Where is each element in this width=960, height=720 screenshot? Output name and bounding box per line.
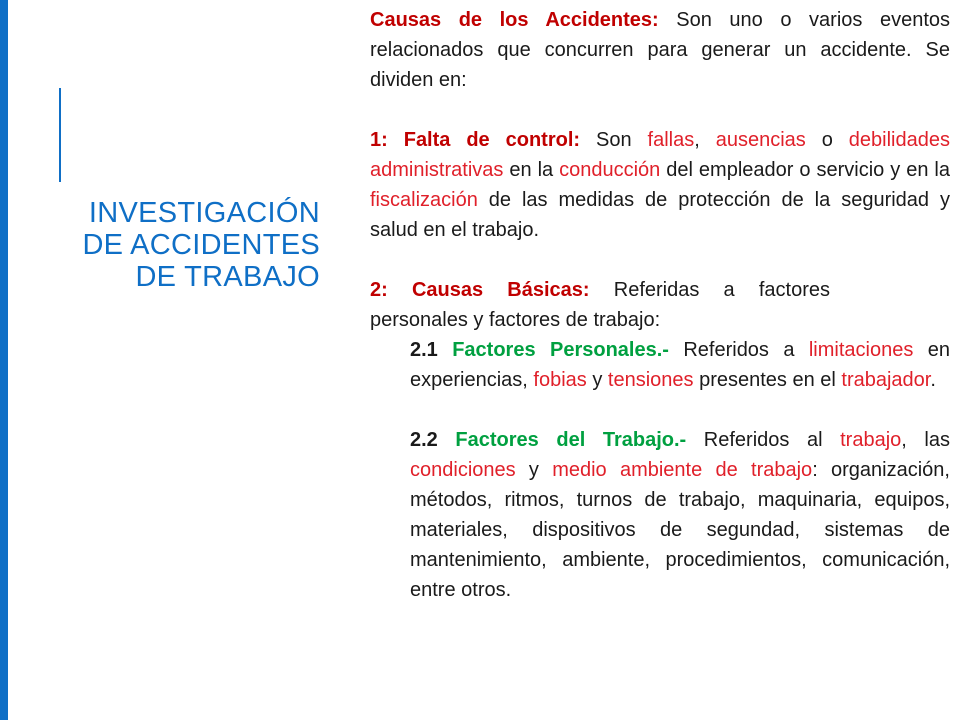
highlight-term: fobias (533, 369, 587, 391)
section-1-text: Son (580, 129, 648, 151)
section-2-heading: 2: Causas Básicas: (370, 279, 590, 301)
section-1-text: en la (503, 159, 560, 181)
highlight-term: trabajador (841, 369, 931, 391)
spacer (370, 95, 950, 125)
subsection-2-1-text: presentes en el (693, 369, 842, 391)
highlight-term: fallas (647, 129, 695, 151)
section-2-paragraph (370, 275, 830, 335)
highlight-term: medio ambiente de trabajo (552, 459, 813, 481)
highlight-term: fiscalización (370, 189, 478, 211)
title-line-2: DE ACCIDENTES (82, 229, 320, 261)
subsection-2-1-text: en experiencias, (410, 339, 950, 391)
subsection-2-2-number: 2.2 (410, 429, 438, 451)
subsection-2-1-text: y (586, 369, 608, 391)
slide-body (370, 5, 950, 605)
section-1-heading: 1: Falta de control: (370, 129, 581, 151)
section-1-text: de las medidas de protección de la seguridad y salud en el trabajo. (370, 189, 950, 241)
intro-text: Son uno o varios eventos relacionados que concurren para generar un accidente. Se dividen en: (370, 9, 950, 91)
intro-paragraph (370, 5, 950, 95)
section-1-paragraph (370, 125, 950, 245)
highlight-term: trabajo (840, 429, 902, 451)
highlight-term: debilidades administrativas (370, 129, 950, 181)
title-line-3: DE TRABAJO (135, 261, 320, 293)
title-accent-line (59, 88, 61, 182)
subsection-2-2-heading: Factores del Trabajo.- (455, 429, 687, 451)
highlight-term: condiciones (410, 459, 516, 481)
highlight-term: ausencias (715, 129, 806, 151)
subsection-2-2-text: y (515, 459, 553, 481)
section-1-text: o (805, 129, 849, 151)
section-2-text: Referidas a factores personales y factores de trabajo: (370, 279, 831, 331)
subsection-2-1-number: 2.1 (410, 339, 438, 361)
section-1-text: del empleador o servicio y en la (660, 159, 950, 181)
highlight-term: limitaciones (808, 339, 914, 361)
spacer (370, 245, 950, 275)
spacer (370, 395, 950, 425)
highlight-term: tensiones (607, 369, 694, 391)
slide-title (40, 197, 320, 293)
subsection-2-1-text: . (930, 369, 936, 391)
intro-heading: Causas de los Accidentes: (370, 9, 659, 31)
title-line-1: INVESTIGACIÓN (88, 197, 320, 229)
subsection-2-2-text: Referidos al (686, 429, 841, 451)
subsection-2-2-text: : organización, métodos, ritmos, turnos de trabajo, maquinaria, equipos, materiales, dispositivos de segundad, sistemas de mantenimiento, ambiente, procedimientos, comunicación, entre otros. (410, 459, 950, 601)
subsection-2-1-heading: Factores Personales.- (452, 339, 669, 361)
subsection-2-2-text: , las (901, 429, 950, 451)
subsection-2-1-text: Referidos a (668, 339, 809, 361)
section-1-text: , (694, 129, 716, 151)
highlight-term: conducción (559, 159, 661, 181)
subsection-2-2-paragraph (410, 425, 950, 605)
subsection-2-1-paragraph (410, 335, 950, 395)
left-edge-bar (0, 0, 8, 720)
